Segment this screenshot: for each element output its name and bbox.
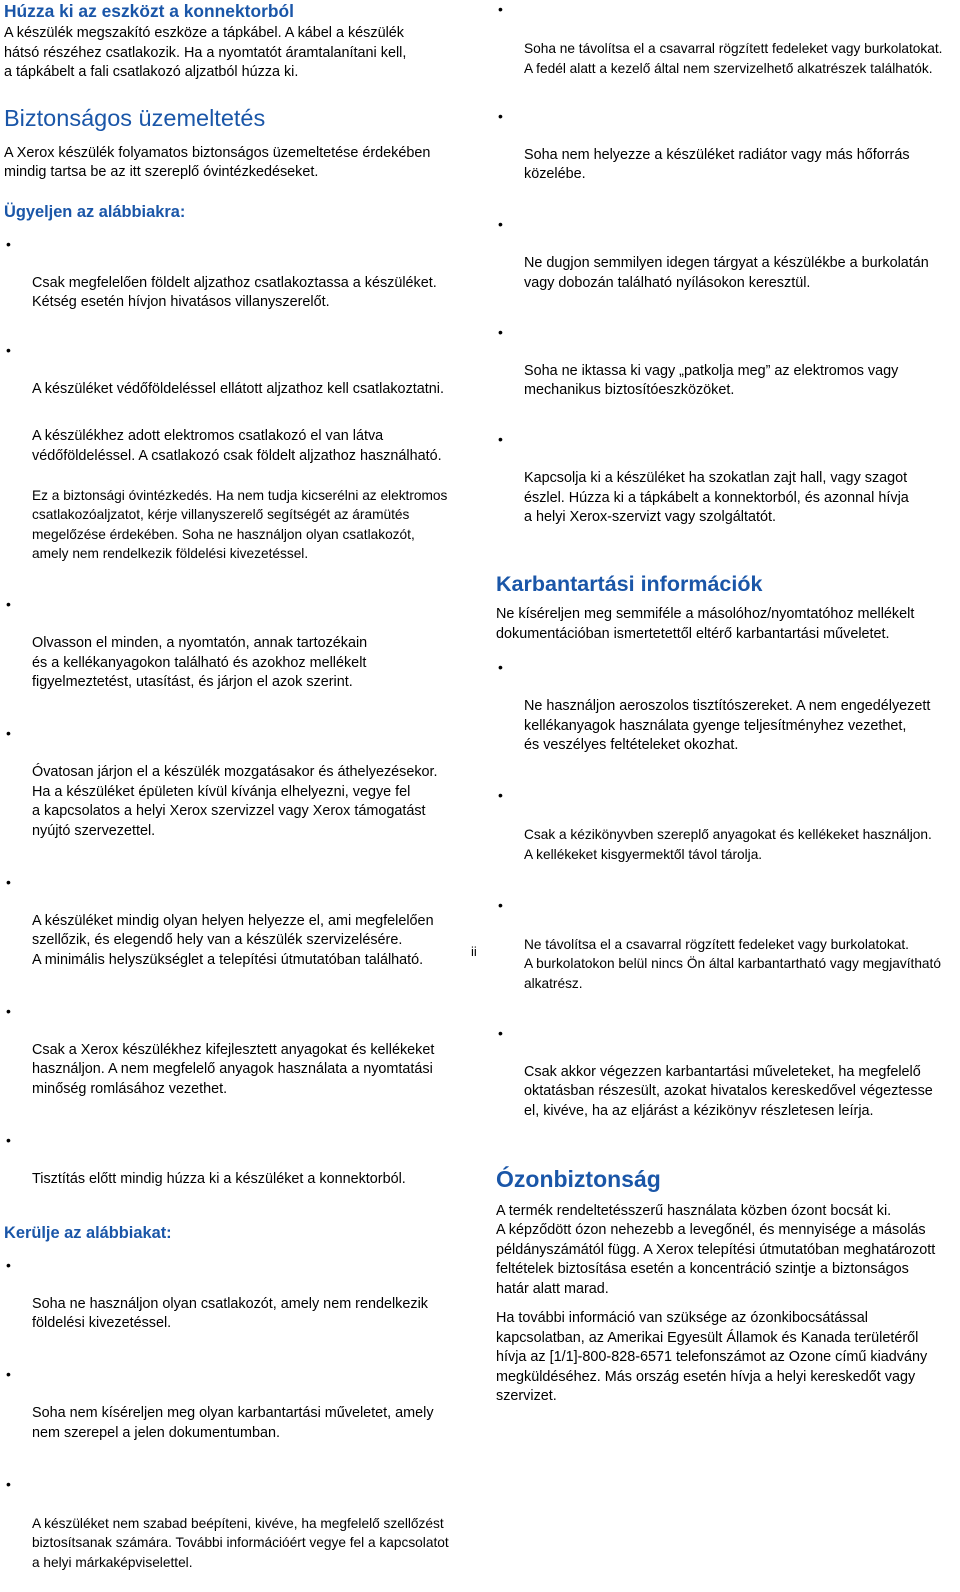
list-item: • Ne távolítsa el a csavarral rögzített fedeleket vagy burkolatokat. A burkolatokon belül nincs Ön által karbantartható vagy megjavítható alkatrész. xyxy=(498,896,941,991)
bullet-icon: • xyxy=(6,1131,11,1148)
heading-safe-operation: Biztonságos üzemeltetés xyxy=(4,104,266,131)
list-item: • Ne dugjon semmilyen idegen tárgyat a készülékbe a burkolatán vagy dobozán található nyílásokon keresztül. xyxy=(498,216,929,291)
safe-operation-paragraph: A Xerox készülék folyamatos biztonságos üzemeltetése érdekében mindig tartsa be az itt szereplő óvintézkedéseket. xyxy=(4,144,431,180)
heading-avoid: Kerülje az alábbiakat: xyxy=(4,1223,172,1242)
list-item: • Csak akkor végezzen karbantartási műveleteket, ha megfelelő oktatásban részesült, azokat hivatalos kereskedővel végeztesse el, kivéve, ha az eljárást a kézikönyv részletesen leírja. xyxy=(498,1024,933,1119)
list-item: • Soha ne iktassa ki vagy „patkolja meg” az elektromos vagy mechanikus biztosítóeszközöket. xyxy=(498,323,899,398)
list-item: • Kapcsolja ki a készüléket ha szokatlan zajt hall, vagy szagot észlel. Húzza ki a tápkábelt a konnektorból, és azonnal hívja a helyi Xerox-szervizt vagy szolgáltatót. xyxy=(498,431,909,525)
list-item: • Soha ne használjon olyan csatlakozót, amely nem rendelkezik földelési kivezetéssel. xyxy=(6,1256,428,1331)
bullet-icon: • xyxy=(6,1002,11,1019)
list-item: • Olvasson el minden, a nyomtatón, annak tartozékain és a kellékanyagokon található és azokhoz mellékelt figyelmeztetést, utasítást, és járjon el azok szerint. xyxy=(6,596,368,690)
bullet-icon: • xyxy=(498,323,503,340)
list-item: • Tisztítás előtt mindig húzza ki a készüléket a konnektorból. xyxy=(6,1131,406,1187)
page-number: ii xyxy=(471,944,477,959)
maintenance-paragraph: Ne kísérelјen meg semmiféle a másolóhoz/nyomtatóhoz mellékelt dokumentációban ismertetettől eltérő karbantartási műveletet. xyxy=(496,606,915,642)
bullet-icon: • xyxy=(6,342,11,358)
heading-note: Ügyeljen az alábbiakra: xyxy=(4,202,186,221)
bullet-icon: • xyxy=(6,1256,11,1273)
list-item: • A készüléket védőföldeléssel ellátott aljzathoz kell csatlakoztatni. A készülékhez adott elektromos csatlakozó el van látva védőföldeléssel. A csatlakozó csak földelt aljzathoz használható. Ez a biztonsági óvintézkedés. Ha nem tudja kicserélni az elektromos csatlakozóaljzatot, kérje villanyszerelő segítségét az áramütés megelőzése érdekében. Soha ne használjon olyan csatlakozót, amely nem rendelkezik földelési kivezetéssel. xyxy=(6,342,448,561)
bullet-icon: • xyxy=(6,1475,11,1492)
bullet-icon: • xyxy=(6,596,11,612)
left-column xyxy=(4,0,474,1592)
bullet-icon: • xyxy=(6,1366,11,1382)
list-item: • Óvatosan járjon el a készülék mozgatásakor és áthelyezésekor. Ha a készüléket épületen kívül kívánja elhelyezni, vegye fel a kapcsolatos a helyi Xerox szervizzel vagy Xerox támogatást nyújtó szervezettel. xyxy=(6,725,438,839)
bullet-icon: • xyxy=(498,1,503,17)
maintenance-list xyxy=(496,658,954,1141)
avoid-list xyxy=(4,1256,474,1592)
list-item: • Csak megfelelően földelt aljzathoz csatlakoztassa a készüléket. Kétség esetén hívjon hivatásos villanyszerelőt. xyxy=(6,235,437,310)
bullet-icon: • xyxy=(6,873,11,890)
list-item: • Soha nem kísérelјen meg olyan karbantartási műveletet, amely nem szerepel a jelen dokumentumban. xyxy=(6,1366,434,1441)
ozone-paragraph-2: Ha további információ van szüksége az ózonkibocsátással kapcsolatban, az Amerikai Egyesült Államok és Kanada területéről hívja az [1/1]-800-828-6571 telefonszámot az Ozone című kiadvány megküldéséhez. Más ország esetén hívja a helyi kereskedőt vagy szervizet. xyxy=(496,1310,928,1404)
list-item: • Soha ne távolítsa el a csavarral rögzített fedeleket vagy burkolatokat. A fedél alatt a kezelő által nem szervizelhető alkatrészek találhatók. xyxy=(498,1,943,76)
list-item: • Csak a Xerox készülékhez kifejlesztett anyagokat és kellékeket használjon. A nem megfelelő anyagok használata a nyomtatási minőség romlásához vezethet. xyxy=(6,1002,435,1097)
ozone-paragraph-1: A termék rendeltetésszerű használata közben ózont bocsát ki. A képződött ózon nehezebb a levegőnél, és mennyisége a másolás példányszámától függ. A Xerox telepítési útmutatóban meghatározott feltételek biztosítása esetén a koncentráció szintje a biztonságos határ alatt marad. xyxy=(496,1202,936,1297)
list-item: • Soha nem helyezze a készüléket radiátor vagy más hőforrás közelébe. xyxy=(498,107,910,182)
bullet-icon: • xyxy=(498,1024,503,1041)
note-list xyxy=(4,235,474,1209)
heading-maintenance: Karbantartási információk xyxy=(496,572,763,596)
heading-unplug: Húzza ki az eszközt a konnektorból xyxy=(4,1,294,21)
bullet-icon: • xyxy=(498,659,503,675)
list-item: • Ne használjon aeroszolos tisztítószereket. A nem engedélyezett kellékanyagok használata gyenge teljesítményhez vezethet, és veszélyes feltételeket okozhat. xyxy=(498,659,931,753)
list-item: • A készüléket nem szabad beépíteni, kivéve, ha megfelelő szellőzést biztosítsanak számára. További információért vegye fel a kapcsolatot a helyi márkaképviselettel. xyxy=(6,1475,449,1570)
bullet-icon: • xyxy=(498,431,503,447)
list-item: • A készüléket mindig olyan helyen helyezze el, ami megfelelően szellőzik, és elegendő hely van a készülék szervizelésére. A minimális helyszükséglet a telepítési útmutatóban található. xyxy=(6,873,434,968)
bullet-icon: • xyxy=(6,235,11,252)
unplug-paragraph: A készülék megszakító eszköze a tápkábel. A kábel a készülék hátsó részéhez csatlakozik. Ha a nyomtatót áramtalanítani kell, a tápkábelt a fali csatlakozó aljzatból húzza ki. xyxy=(4,25,407,80)
bullet-icon: • xyxy=(6,725,11,741)
bullet-icon: • xyxy=(498,107,503,124)
avoid-list-continued xyxy=(496,0,954,547)
right-column xyxy=(496,0,954,1407)
heading-ozone: Ózonbiztonság xyxy=(496,1165,661,1192)
bullet-icon: • xyxy=(498,216,503,232)
bullet-icon: • xyxy=(498,787,503,803)
list-item: • Csak a kézikönyvben szereplő anyagokat és kellékeket használjon. A kellékeket kisgyermektől távol tárolja. xyxy=(498,787,932,862)
bullet-icon: • xyxy=(498,896,503,913)
